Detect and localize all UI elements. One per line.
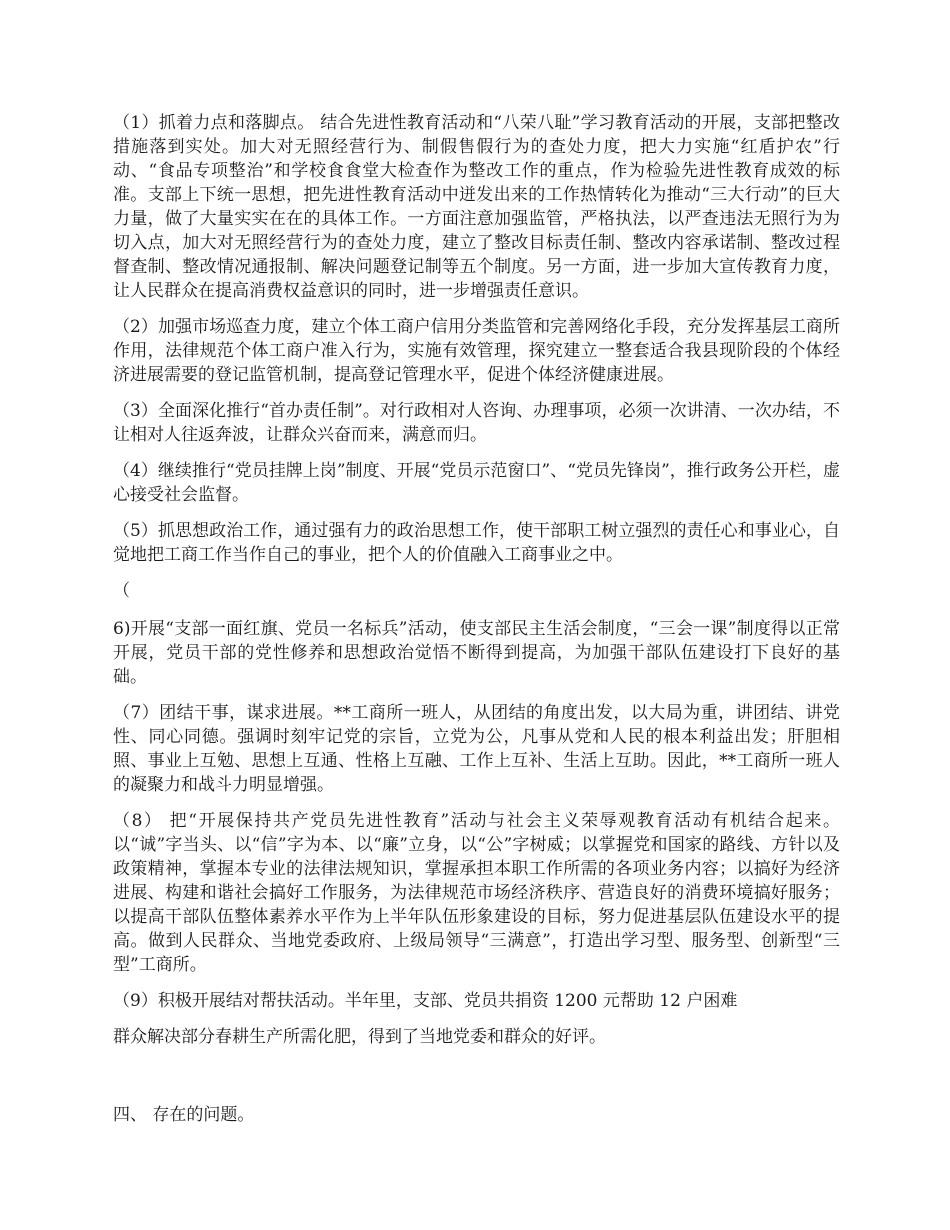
paragraph-1: （1）抓着力点和落脚点。 结合先进性教育活动和“八荣八耻”学习教育活动的开展，支部把整改措施落到实处。加大对无照经营行为、制假售假行为的查处力度，把大力实施“红盾护农”行动、“食品专项整治”和学校食食堂大检查作为整改工作的重点，作为检验先进性教育成效的标准。支部上下统一思想，把先进性教育活动中迸发出来的工作热情转化为推动“三大行动”的巨大力量，做了大量实实在在的具体工作。一方面注意加强监管，严格执法，以严查违法无照行为为切入点，加大对无照经营行为的查处力度，建立了整改目标责任制、整改内容承诺制、整改过程督查制、整改情况通报制、解决问题登记制等五个制度。另一方面，进一步加大宣传教育力度，让人民群众在提高消费权益意识的同时，进一步增强责任意识。 (113, 113, 840, 301)
paragraph-3: （3）全面深化推行“首办责任制”。对行政相对人咨询、办理事项，必须一次讲清、一次办结，不让相对人往返奔波，让群众兴奋而来，满意而归。 (113, 401, 840, 445)
section-heading: 四、 存在的问题。 (113, 1105, 255, 1125)
paragraph-2: （2）加强市场巡查力度，建立个体工商户信用分类监管和完善网络化手段，充分发挥基层工商所作用，法律规范个体工商户准入行为，实施有效管理，探究建立一整套适合我县现阶段的个体经济进展需要的登记监管机制，提高登记管理水平，促进个体经济健康进展。 (113, 317, 840, 385)
paragraph-6: 6)开展“支部一面红旗、党员一名标兵”活动，使支部民主生活会制度，“三会一课”制度得以正常开展，党员干部的党性修养和思想政治觉悟不断得到提高，为加强干部队伍建设打下良好的基础。 (113, 619, 840, 687)
paragraph-9: （9）积极开展结对帮扶活动。半年里，支部、党员共捐资 1200 元帮助 12 户困难 (113, 991, 738, 1011)
paragraph-9-continued: 群众解决部分春耕生产所需化肥，得到了当地党委和群众的好评。 (113, 1027, 606, 1047)
section-spacer (113, 1061, 840, 1103)
paragraph-5: （5）抓思想政治工作，通过强有力的政治思想工作，使干部职工树立强烈的责任心和事业心，自觉地把工商工作当作自己的事业，把个人的价值融入工商事业之中。 (113, 521, 840, 565)
paragraph-4: （4）继续推行“党员挂牌上岗”制度、开展“党员示范窗口”、“党员先锋岗”，推行政务公开栏，虚心接受社会监督。 (113, 461, 840, 505)
paragraph-6-open-paren: （ (113, 581, 130, 601)
paragraph-7: （7）团结干事，谋求进展。**工商所一班人，从团结的角度出发，以大局为重，讲团结、讲党性、同心同德。强调时刻牢记党的宗旨，立党为公，凡事从党和人民的根本利益出发；肝胆相照、事业上互勉、思想上互通、性格上互融、工作上互补、生活上互助。因此，**工商所一班人的凝聚力和战斗力明显增强。 (113, 703, 840, 795)
document-body (113, 111, 840, 1127)
paragraph-8: （8） 把“开展保持共产党员先进性教育”活动与社会主义荣辱观教育活动有机结合起来。以“诚”字当头、以“信”字为本、以“廉”立身，以“公”字树威；以掌握党和国家的路线、方针以及政策精神，掌握本专业的法律法规知识，掌握承担本职工作所需的各项业务内容；以搞好为经济进展、构建和谐社会搞好工作服务，为法律规范市场经济秩序、营造良好的消费环境搞好服务；以提高干部队伍整体素养水平作为上半年队伍形象建设的目标，努力促进基层队伍建设水平的提高。做到人民群众、当地党委政府、上级局领导“三满意”，打造出学习型、服务型、创新型“三型”工商所。 (113, 811, 840, 975)
